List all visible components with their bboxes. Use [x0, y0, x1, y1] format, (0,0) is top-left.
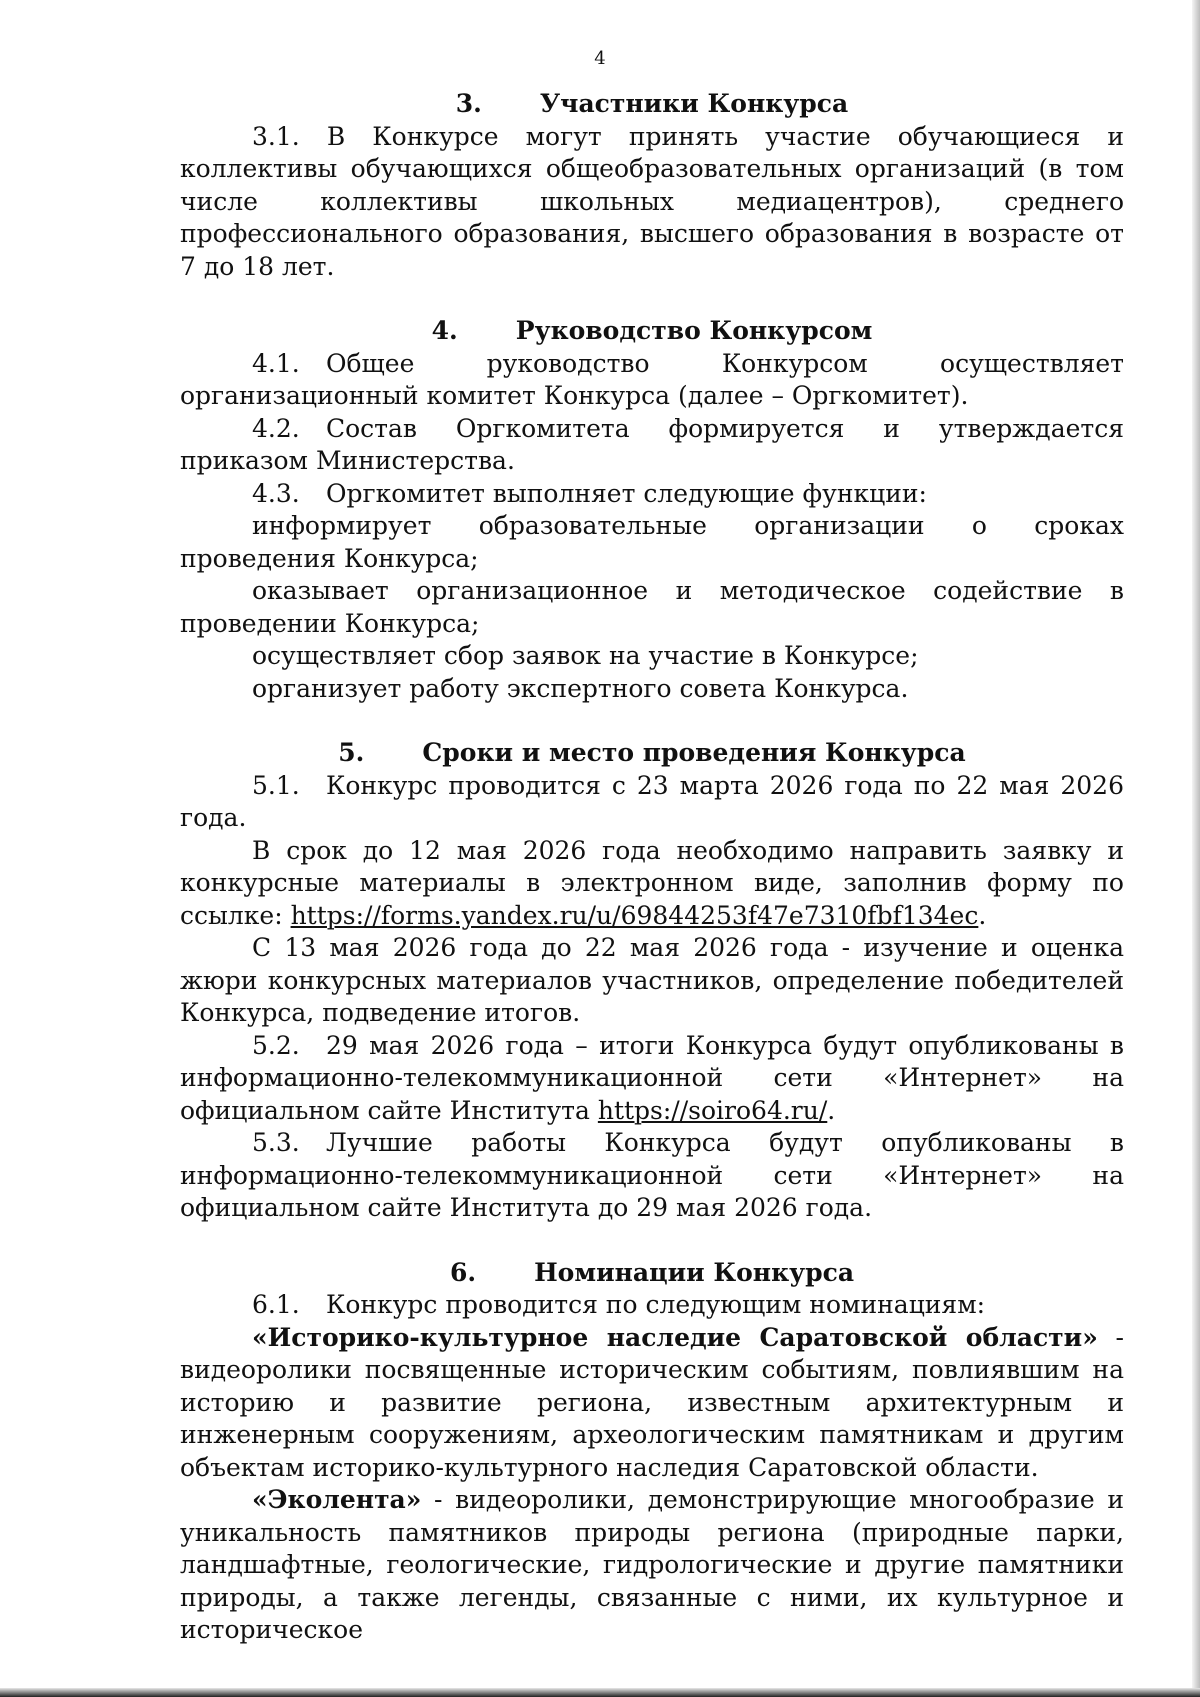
paragraph-5-1 — [180, 770, 1124, 835]
function-item: информирует образовательные организации о сроках проведения Конкурса; — [180, 511, 1124, 573]
paragraph-5-2: 5.2. 29 мая 2026 года – итоги Конкурса будут опубликованы в информационно-телекоммуникационной сети «Интернет» на официальном сайте Института https://soiro64.ru/. — [180, 1030, 1124, 1125]
page-edge-shadow-right — [1192, 0, 1200, 1697]
paragraph-4-3-label: 4.3. — [252, 478, 300, 508]
function-item: осуществляет сбор заявок на участие в Конкурсе; — [252, 641, 919, 670]
paragraph-4-2-text: Состав Оргкомитета формируется и утверждается приказом Министерства. — [180, 413, 1124, 475]
application-text: В срок до 12 мая 2026 года необходимо направить заявку и конкурсные материалы в электронном виде, заполнив форму по ссылке: — [180, 835, 1124, 930]
section-5-title: Сроки и место проведения Конкурса — [422, 738, 966, 767]
section-5-heading — [180, 737, 1124, 770]
paragraph-5-1-text: Конкурс проводится с 23 марта 2026 года по 22 мая 2026 года. — [180, 770, 1124, 832]
paragraph-6-1-text: Конкурс проводится по следующим номинациям: — [326, 1290, 986, 1319]
paragraph-4-1 — [180, 348, 1124, 413]
nomination-heritage-text: - видеоролики посвященные историческим событиям, повлиявшим на историю и развитие региона, известным архитектурным и инженерным сооружениям, археологическим памятникам и другим объектам историко-культурного наследия Саратовской области. — [180, 1322, 1124, 1482]
document-body — [180, 88, 1124, 1647]
section-4-number: 4. — [431, 316, 458, 345]
paragraph-5-2-text: 29 мая 2026 года – итоги Конкурса будут опубликованы в информационно-телекоммуникационной сети «Интернет» на официальном сайте Института — [180, 1030, 1124, 1125]
paragraph-5-2-label: 5.2. — [252, 1030, 300, 1060]
paragraph-6-1-label: 6.1. — [252, 1290, 300, 1319]
nomination-heritage-title: «Историко-культурное наследие Саратовской области» — [252, 1322, 1098, 1352]
section-3-title: Участники Конкурса — [539, 89, 849, 118]
section-6-heading — [180, 1257, 1124, 1290]
page-number: 4 — [594, 48, 606, 69]
paragraph-5-3-text: Лучшие работы Конкурса будут опубликованы в информационно-телекоммуникационной сети «Интернет» на официальном сайте Института до 29 мая 2026 года. — [180, 1128, 1124, 1222]
paragraph-3-1: 3.1. В Конкурсе могут принять участие обучающиеся и коллективы обучающихся общеобразовательных организаций (в том числе коллективы школьных медиацентров), среднего профессионального образования, высшего образования в возрасте от 7 до 18 лет. — [180, 121, 1124, 281]
nomination-ecotape-text: - видеоролики, демонстрирующие многообразие и уникальность памятников природы региона (природные парки, ландшафтные, геологические, гидрологические и другие памятники природы, а также легенды, связанные с ними, их культурное и историческое — [180, 1485, 1124, 1644]
section-5-number: 5. — [338, 738, 365, 767]
function-item: оказывает организационное и методическое содействие в проведении Конкурса; — [180, 576, 1124, 638]
section-gap — [180, 1225, 1124, 1257]
institute-site-link[interactable]: https://soiro64.ru/ — [597, 1095, 828, 1125]
section-3-number: 3. — [455, 89, 482, 118]
paragraph-4-1-label: 4.1. — [252, 348, 300, 378]
page-edge-shadow-bottom — [0, 1688, 1200, 1697]
paragraph-5-1-label: 5.1. — [252, 770, 300, 800]
paragraph-4-3-text: Оргкомитет выполняет следующие функции: — [326, 478, 927, 508]
function-item: организует работу экспертного совета Конкурса. — [252, 673, 909, 703]
section-6-title: Номинации Конкурса — [534, 1257, 855, 1287]
paragraph-4-2 — [180, 413, 1124, 478]
paragraph-5-3-label: 5.3. — [252, 1128, 300, 1157]
nomination-ecotape-title: «Эколента» — [252, 1485, 422, 1514]
section-4-title: Руководство Конкурсом — [515, 316, 873, 345]
section-4-heading — [180, 315, 1124, 348]
paragraph-4-3 — [180, 478, 1124, 511]
paragraph-6-1 — [180, 1289, 1124, 1322]
paragraph-5-1-evaluation: С 13 мая 2026 года до 22 мая 2026 года - изучение и оценка жюри конкурсных материалов участников, определение победителей Конкурса, подведение итогов. — [180, 933, 1124, 1027]
application-form-link[interactable]: https://forms.yandex.ru/u/69844253f47e7310fbf134ec — [290, 900, 979, 930]
section-3-heading — [180, 88, 1124, 121]
nomination-heritage — [180, 1322, 1124, 1485]
nomination-ecotape — [180, 1484, 1124, 1647]
section-gap — [180, 283, 1124, 315]
paragraph-4-1-text: Общее руководство Конкурсом осуществляет организационный комитет Конкурса (далее – Оргкомитет). — [180, 348, 1124, 410]
paragraph-5-1-application: В срок до 12 мая 2026 года необходимо направить заявку и конкурсные материалы в электронном виде, заполнив форму по ссылке: https://forms.yandex.ru/u/69844253f47e7310fbf134ec. — [180, 835, 1124, 930]
section-6-number: 6. — [449, 1257, 477, 1287]
paragraph-4-2-label: 4.2. — [252, 413, 300, 443]
paragraph-5-3 — [180, 1127, 1124, 1225]
section-gap — [180, 705, 1124, 737]
